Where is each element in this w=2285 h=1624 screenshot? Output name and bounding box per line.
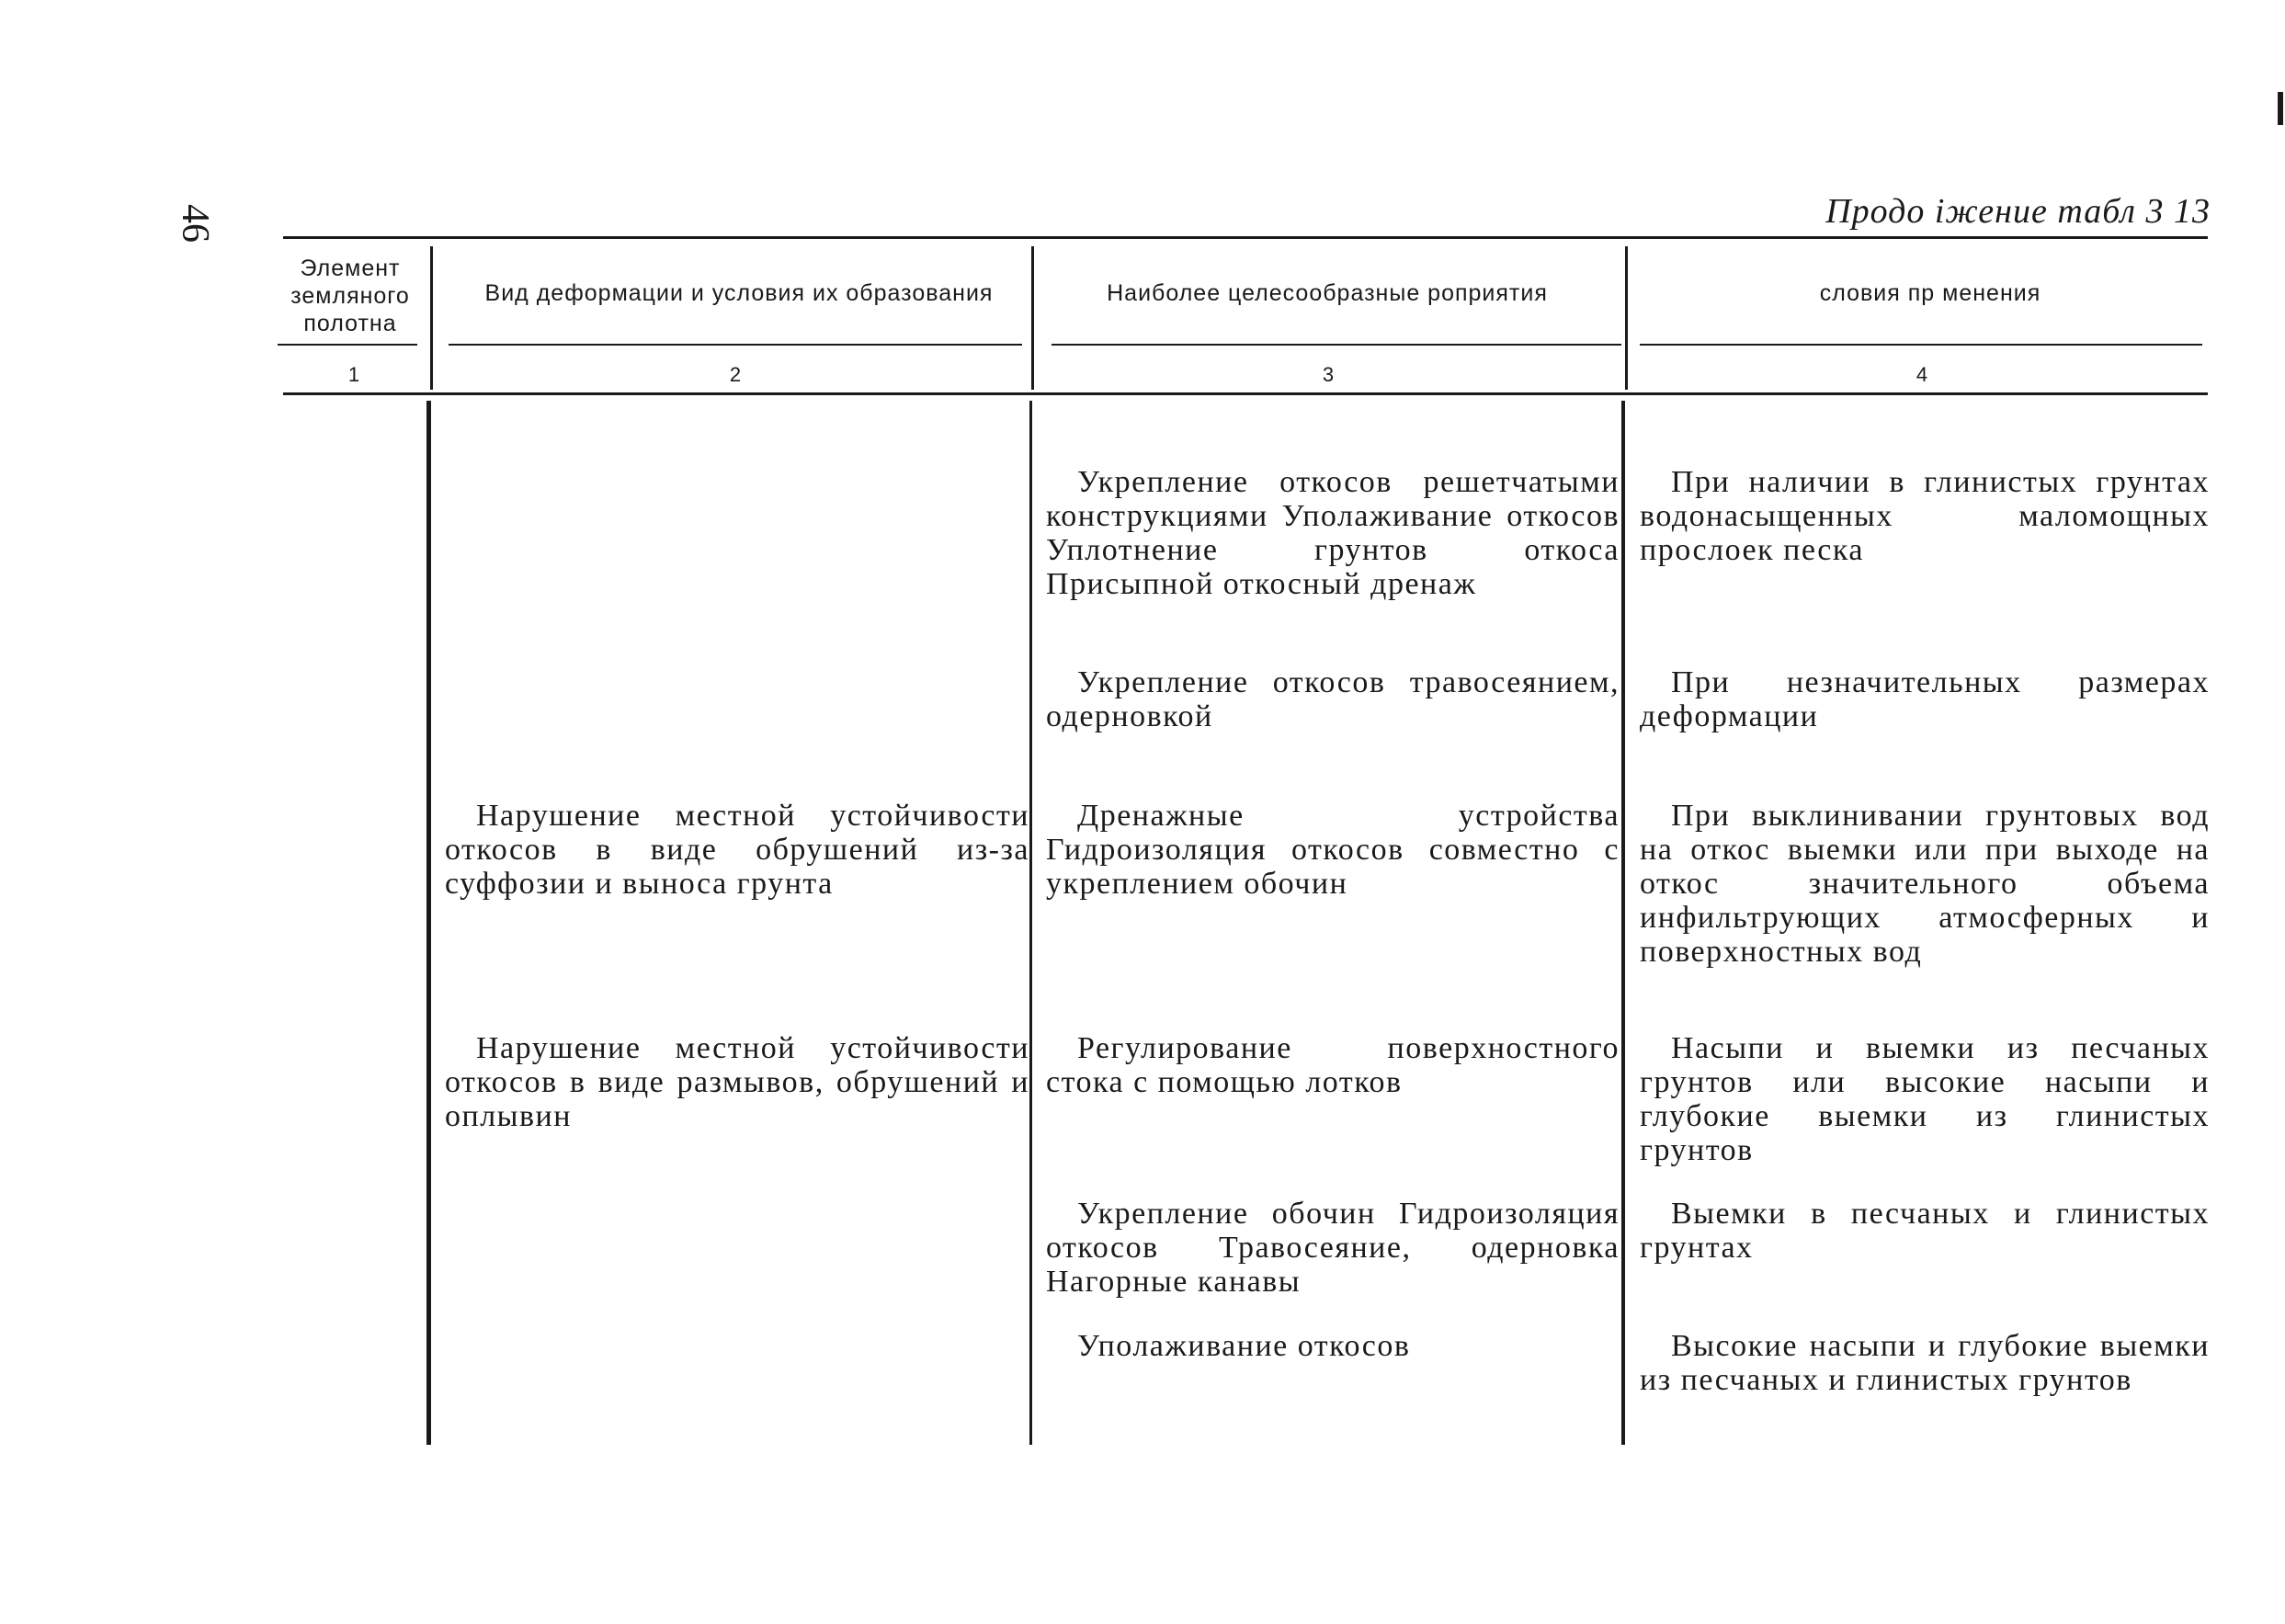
table-top-rule — [283, 236, 2208, 239]
column-divider-1 — [430, 246, 433, 390]
column-number-1: 1 — [347, 363, 360, 386]
table-cell-measures: Дренажные устройства Гидроизоляция откосов совместно с укреплением обочин — [1046, 799, 1620, 901]
column-number-2: 2 — [729, 363, 742, 386]
table-cell-conditions: Высокие насыпи и глубокие выемки из песчаных и глинистых грунтов — [1640, 1329, 2210, 1397]
table-cell-measures: Регулирование поверхностного стока с помощью лотков — [1046, 1031, 1620, 1099]
table-cell-measures: Укрепление обочин Гидроизоляция откосов Травосеяние, одерновка Нагорные канавы — [1046, 1197, 1620, 1299]
column-number-4: 4 — [1916, 363, 1928, 386]
table-cell-measures: Укрепление откосов решетчатыми конструкциями Уполаживание откосов Уплотнение грунтов откоса Присыпной откосный дренаж — [1046, 465, 1620, 601]
table-cell-measures: Уполаживание откосов — [1077, 1329, 1411, 1363]
table-cell-conditions: Насыпи и выемки из песчаных грунтов или высокие насыпи и глубокие выемки из глинистых грунтов — [1640, 1031, 2210, 1167]
header-deformation: Вид деформации и условия их образования — [484, 280, 994, 306]
header-measures: Наиболее целесообразные роприятия — [1107, 280, 1548, 306]
column-number-3: 3 — [1322, 363, 1335, 386]
table-cell-conditions: При наличии в глинистых грунтах водонасыщенных маломощных прослоек песка — [1640, 465, 2210, 567]
column-number-rule — [283, 392, 2208, 395]
body-divider-3 — [1621, 401, 1625, 1445]
page-number: 46 — [174, 204, 216, 243]
header-rule-col1 — [278, 344, 417, 346]
header-conditions: словия пр менения — [1819, 280, 2041, 306]
table-continuation-title: Продо іжение табл 3 13 — [1825, 192, 2211, 231]
table-cell-deformation: Нарушение местной устойчивости откосов в виде размывов, обрушений и оплывин — [445, 1031, 1029, 1133]
table-cell-conditions: При незначительных размерах деформации — [1640, 665, 2210, 733]
table-cell-conditions: При выклинивании грунтовых вод на откос выемки или при выходе на откос значительного объема инфильтрующих атмосферных и поверхностных вод — [1640, 799, 2210, 969]
table-cell-deformation: Нарушение местной устойчивости откосов в виде обрушений из-за суффозии и выноса грунта — [445, 799, 1029, 901]
body-divider-1 — [426, 401, 431, 1445]
header-rule-col4 — [1640, 344, 2202, 346]
column-divider-2 — [1031, 246, 1034, 390]
header-rule-col2 — [449, 344, 1022, 346]
header-rule-col3 — [1052, 344, 1621, 346]
header-element: Элемент земляного полотна — [290, 256, 410, 336]
body-divider-2 — [1029, 401, 1032, 1445]
edge-mark — [2278, 92, 2283, 125]
column-divider-3 — [1625, 246, 1628, 390]
table-cell-measures: Укрепление откосов травосеянием, одерновкой — [1046, 665, 1620, 733]
table-cell-conditions: Выемки в песчаных и глинистых грунтах — [1640, 1197, 2210, 1265]
